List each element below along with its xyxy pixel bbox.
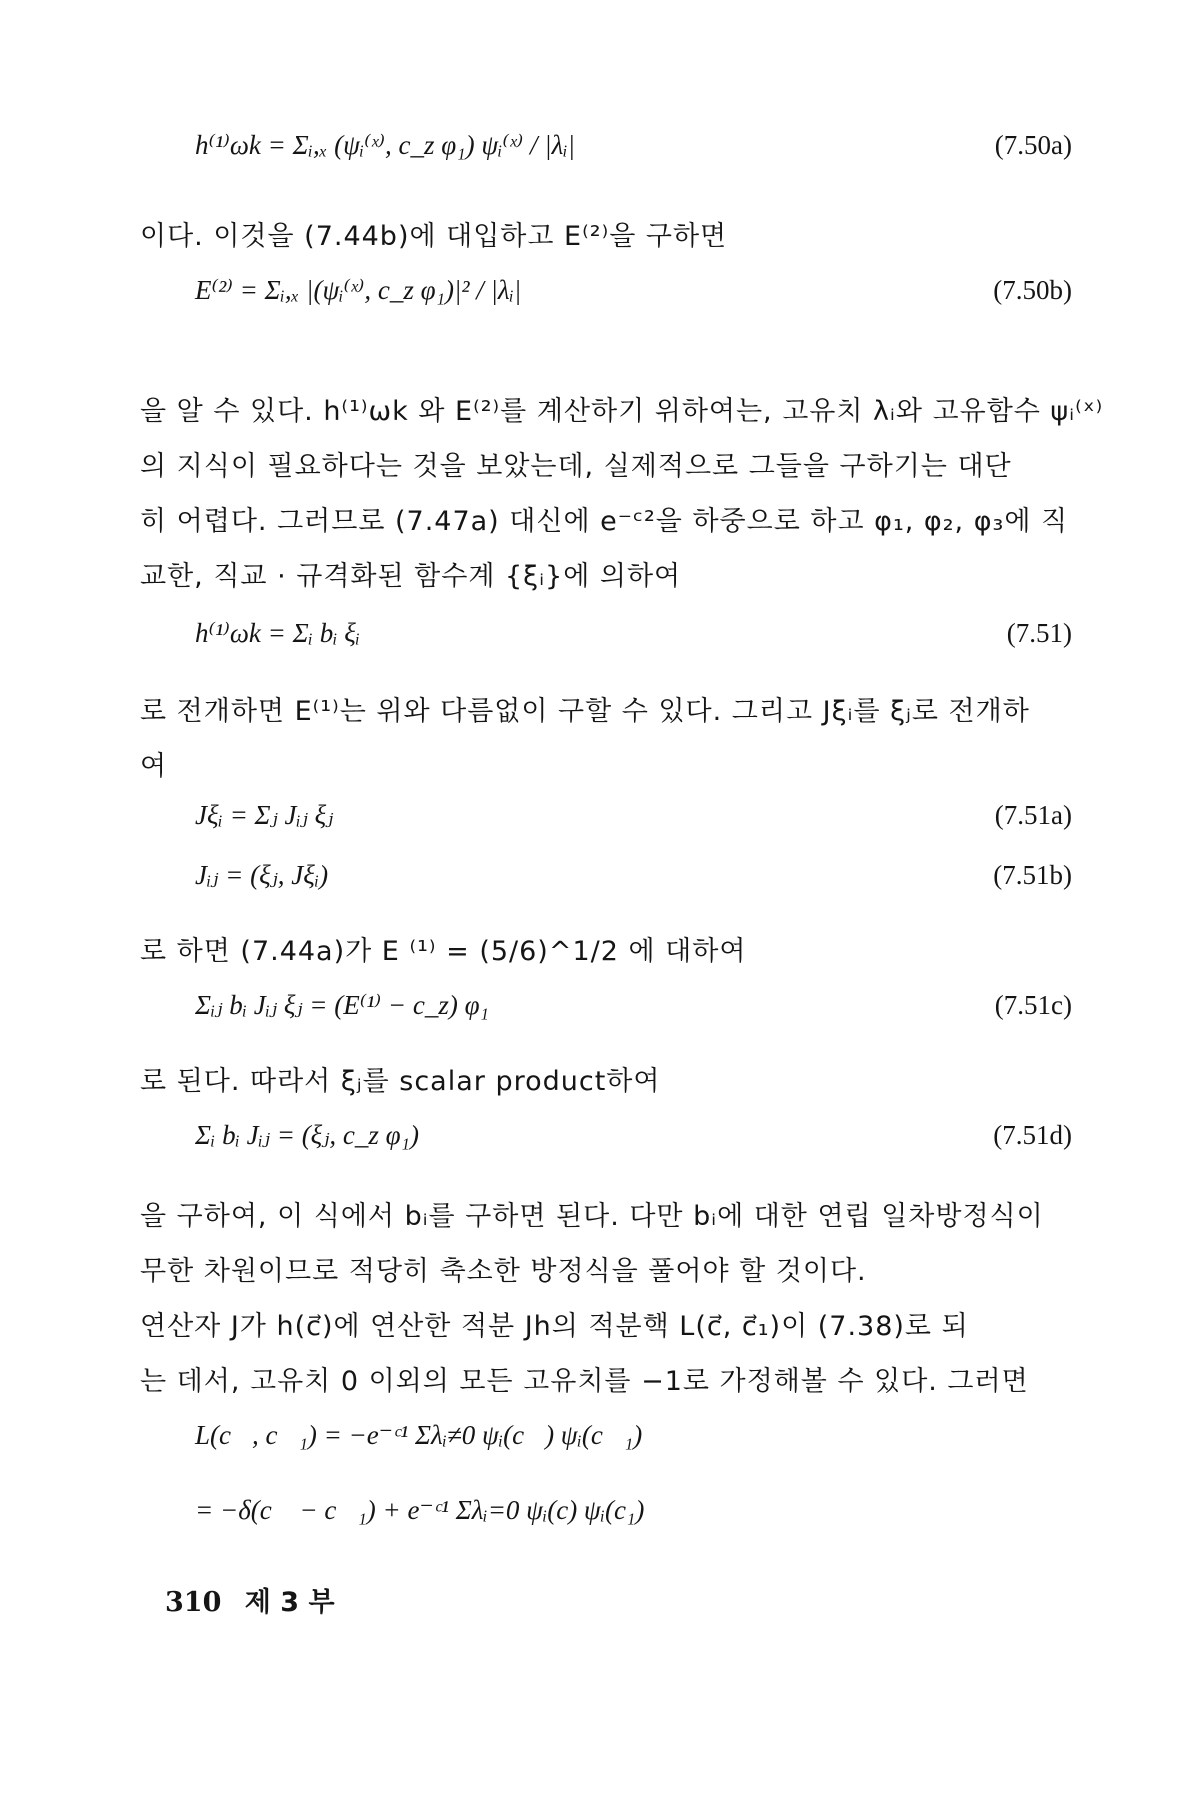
text-line: 히 어렵다. 그러므로 (7.47a) 대신에 e⁻ᶜ²을 하중으로 하고 φ₁, φ₂, φ₃에 직	[140, 506, 1069, 537]
equation-line: Σᵢ bᵢ Jᵢⱼ = (ξⱼ, c_z φ₁)	[195, 1120, 419, 1150]
equation-number: (7.51a)	[994, 800, 1072, 830]
text-line: 로 전개하면 E⁽¹⁾는 위와 다름없이 구할 수 있다. 그리고 Jξᵢ를 ξⱼ로 전개하	[140, 696, 1030, 727]
equation-line: L(c⃗, c⃗₁) = −e⁻ᶜ¹ Σλᵢ≠0 ψᵢ(c⃗) ψᵢ(c⃗₁)	[195, 1420, 643, 1450]
equation-number: (7.51)	[1006, 618, 1072, 648]
equation-number: (7.51c)	[994, 990, 1072, 1020]
equation-number: (7.51d)	[993, 1120, 1072, 1150]
equation-line: h⁽¹⁾ωk = Σᵢ,ₓ (ψᵢ⁽ˣ⁾, c_z φ₁) ψᵢ⁽ˣ⁾ / |λᵢ|	[195, 130, 576, 160]
page-number: 310	[165, 1587, 222, 1618]
text-line: 의 지식이 필요하다는 것을 보았는데, 실제적으로 그들을 구하기는 대단	[140, 451, 1012, 482]
equation-line: Σᵢⱼ bᵢ Jᵢⱼ ξⱼ = (E⁽¹⁾ − c_z) φ₁	[195, 990, 489, 1020]
text-line: 는 데서, 고유치 0 이외의 모든 고유치를 −1로 가정해볼 수 있다. 그러면	[140, 1366, 1029, 1397]
equation-line: h⁽¹⁾ωk = Σᵢ bᵢ ξᵢ	[195, 618, 361, 648]
text-line: 연산자 J가 h(c⃗)에 연산한 적분 Jh의 적분핵 L(c⃗, c⃗₁)이 (7.38)로 되	[140, 1311, 969, 1342]
equation-number: (7.50b)	[993, 275, 1072, 305]
equation-line: Jᵢⱼ = (ξⱼ, Jξᵢ)	[195, 860, 329, 890]
text-line: 을 알 수 있다. h⁽¹⁾ωk 와 E⁽²⁾를 계산하기 위하여는, 고유치 λᵢ와 고유함수 ψᵢ⁽ˣ⁾	[140, 396, 1104, 427]
equation-line: Jξᵢ = Σⱼ Jᵢⱼ ξⱼ	[195, 800, 334, 830]
equation-line: E⁽²⁾ = Σᵢ,ₓ |(ψᵢ⁽ˣ⁾, c_z φ₁)|² / |λᵢ|	[195, 275, 522, 305]
text-line: 이다. 이것을 (7.44b)에 대입하고 E⁽²⁾을 구하면	[140, 221, 728, 252]
text-line: 무한 차원이므로 적당히 축소한 방정식을 풀어야 할 것이다.	[140, 1256, 867, 1287]
text-line: 로 된다. 따라서 ξⱼ를 scalar product하여	[140, 1066, 661, 1097]
text-line: 로 하면 (7.44a)가 E ⁽¹⁾ = (5/6)^1/2 에 대하여	[140, 936, 747, 967]
part-label: 제 3 부	[244, 1587, 335, 1618]
equation-line: = −δ(c⃗ − c⃗₁) + e⁻ᶜ¹ Σλᵢ=0 ψᵢ(c) ψᵢ(c₁)	[195, 1495, 645, 1525]
page-footer	[165, 1580, 335, 1619]
text-line: 교한, 직교 · 규격화된 함수계 {ξᵢ}에 의하여	[140, 561, 682, 592]
text-line: 을 구하여, 이 식에서 bᵢ를 구하면 된다. 다만 bᵢ에 대한 연립 일차방정식이	[140, 1201, 1044, 1232]
equation-number: (7.51b)	[993, 860, 1072, 890]
text-line: 여	[140, 751, 168, 782]
equation-number: (7.50a)	[994, 130, 1072, 160]
